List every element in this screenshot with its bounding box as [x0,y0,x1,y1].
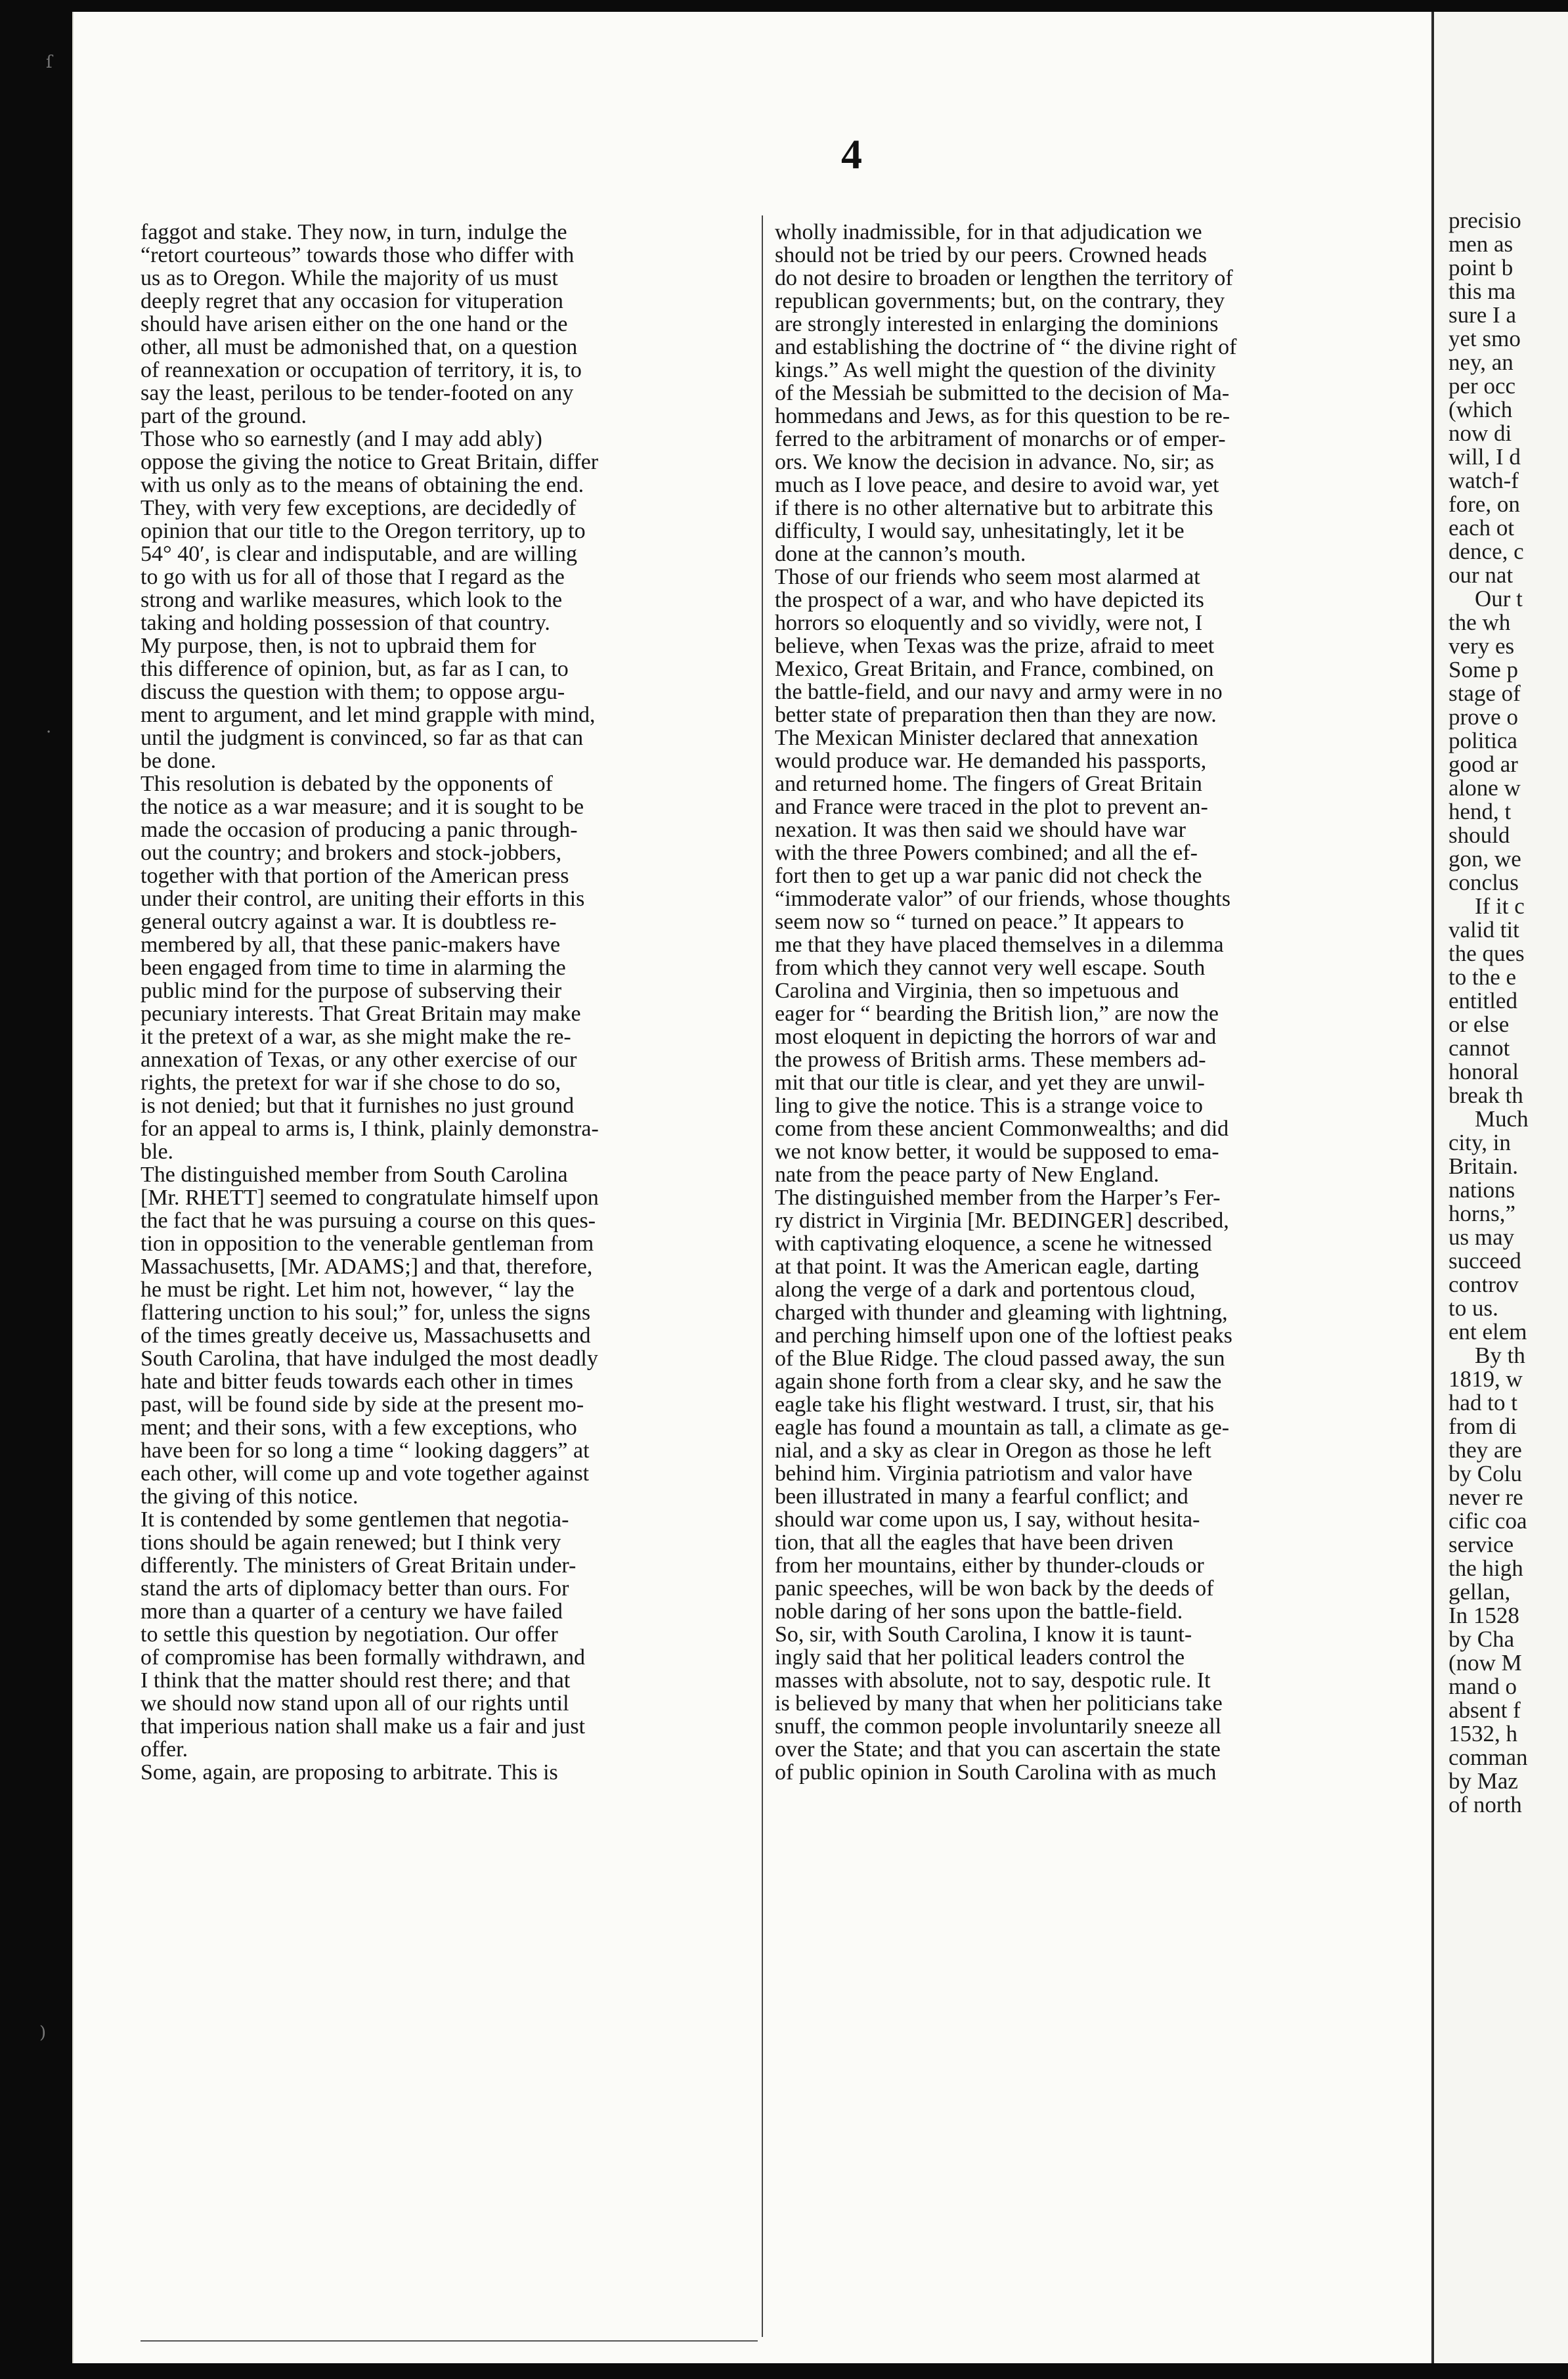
left-column-line: the giving of this notice. [141,1484,359,1509]
left-column-line: They, with very few exceptions, are decidedly of [141,496,577,520]
adjacent-page-line: comman [1448,1745,1528,1770]
adjacent-page-line: By th [1475,1343,1525,1368]
adjacent-page-line: (now M [1448,1650,1522,1676]
left-column-line: rights, the pretext for war if she chose to do so, [141,1071,561,1095]
adjacent-page-line: precisio [1448,208,1521,233]
left-column-line: general outcry against a war. It is doubtless re- [141,910,557,934]
right-column-line: nexation. It was then said we should have war [775,818,1186,842]
right-column-line: republican governments; but, on the contrary, they [775,289,1225,313]
right-column-line: The distinguished member from the Harper’s Fer- [775,1186,1221,1210]
left-column-line: more than a quarter of a century we have failed [141,1599,563,1624]
adjacent-page-line: ney, an [1448,349,1514,375]
left-column-line: the fact that he was pursuing a course on this ques- [141,1209,596,1233]
left-column-line: to go with us for all of those that I regard as the [141,565,565,589]
adjacent-page-line: gellan, [1448,1579,1511,1605]
adjacent-page-line: Our t [1475,586,1523,611]
right-column-line: from which they cannot very well escape. South [775,956,1206,980]
left-column-line: out the country; and brokers and stock-jobbers, [141,841,562,865]
adjacent-page-line: honoral [1448,1059,1519,1084]
left-column-line: of reannexation or occupation of territory, it is, to [141,358,582,382]
adjacent-page-line: service [1448,1532,1514,1557]
left-column-line: is not denied; but that it furnishes no just ground [141,1094,575,1118]
left-column-line: South Carolina, that have indulged the most deadly [141,1346,598,1371]
left-column-line: us as to Oregon. While the majority of us must [141,266,558,290]
right-column-line: and returned home. The fingers of Great Britain [775,772,1202,796]
right-column-line: behind him. Virginia patriotism and valor have [775,1461,1192,1486]
column-divider [762,215,763,2337]
left-column-line: Some, again, are proposing to arbitrate. This is [141,1760,558,1785]
adjacent-page-line: succeed [1448,1248,1521,1274]
adjacent-page-line: each ot [1448,515,1515,541]
left-column-line: The distinguished member from South Carolina [141,1163,568,1187]
left-column-line: differently. The ministers of Great Britain under- [141,1553,577,1578]
left-column-line: be done. [141,749,217,773]
left-column-line: annexation of Texas, or any other exercise of our [141,1048,577,1072]
right-column-line: noble daring of her sons upon the battle-field. [775,1599,1183,1624]
adjacent-page-line: alone w [1448,775,1521,801]
adjacent-page-line: Much [1475,1106,1529,1132]
adjacent-page-line: sure I a [1448,302,1517,328]
right-column-line: better state of preparation then than they are now. [775,703,1217,727]
left-column-line: “retort courteous” towards those who differ with [141,243,575,267]
left-column-line: we should now stand upon all of our rights until [141,1691,569,1716]
left-column-line: this difference of opinion, but, as far as I can, to [141,657,569,681]
adjacent-page-line: absent f [1448,1697,1521,1723]
right-column [775,221,1392,1784]
adjacent-page-line: stage of [1448,680,1521,706]
left-column-line: 54° 40′, is clear and indisputable, and are willing [141,542,577,566]
right-column-line: eagle has found a mountain as tall, a climate as ge- [775,1415,1230,1440]
adjacent-page-line: or else [1448,1012,1510,1037]
left-column-line: together with that portion of the American press [141,864,569,888]
adjacent-page-line: they are [1448,1437,1522,1463]
right-column-line: kings.” As well might the question of the divinity [775,358,1216,382]
left-column-line: flattering unction to his soul;” for, unless the signs [141,1301,591,1325]
right-column-line: of the Messiah be submitted to the decision of Ma- [775,381,1230,405]
right-column-line: So, sir, with South Carolina, I know it is taunt- [775,1622,1192,1647]
right-column-line: the prospect of a war, and who have depicted its [775,588,1204,612]
adjacent-page-line: now di [1448,420,1512,446]
right-column-line: nate from the peace party of New England. [775,1163,1160,1187]
right-column-line: we not know better, it would be supposed to ema- [775,1140,1219,1164]
adjacent-page-line: nations [1448,1177,1515,1203]
left-column-line: should have arisen either on the one hand or the [141,312,568,336]
right-column-line: at that point. It was the American eagle, darting [775,1255,1199,1279]
adjacent-page-fragment [1431,12,1568,2363]
right-column-line: should war come upon us, I say, without hesita- [775,1507,1200,1532]
right-column-line: masses with absolute, not to say, despotic rule. It [775,1668,1211,1693]
right-column-line: The Mexican Minister declared that annexation [775,726,1198,750]
right-column-line: Carolina and Virginia, then so impetuous and [775,979,1179,1003]
adjacent-page-line: prove o [1448,704,1518,730]
right-column-line: come from these ancient Commonwealths; and did [775,1117,1229,1141]
right-column-line: most eloquent in depicting the horrors of war and [775,1025,1217,1049]
right-column-line: ferred to the arbitrament of monarchs or of emper- [775,427,1226,451]
left-column-line: [Mr. RHETT] seemed to congratulate himself upon [141,1186,599,1210]
left-column-line: oppose the giving the notice to Great Britain, differ [141,450,599,474]
left-column-line: taking and holding possession of that country. [141,611,550,635]
right-column-line: and establishing the doctrine of “ the divine right of [775,335,1237,359]
left-column-line: discuss the question with them; to oppose argu- [141,680,565,704]
adjacent-page-line: yet smo [1448,326,1521,351]
left-column-line: say the least, perilous to be tender-footed on any [141,381,574,405]
left-column-line: until the judgment is convinced, so far as that can [141,726,584,750]
left-column-line: public mind for the purpose of subserving their [141,979,562,1003]
adjacent-page-line: (which [1448,397,1513,422]
right-column-line: much as I love peace, and desire to avoid war, yet [775,473,1219,497]
left-column-line: Massachusetts, [Mr. ADAMS;] and that, therefore, [141,1255,593,1279]
right-column-line: if there is no other alternative but to arbitrate this [775,496,1213,520]
adjacent-page-line: mand o [1448,1674,1517,1699]
adjacent-page-line: us may [1448,1224,1515,1250]
left-column-line: for an appeal to arms is, I think, plainly demonstra- [141,1117,599,1141]
right-column-line: tion, that all the eagles that have been driven [775,1530,1174,1555]
right-column-line: ors. We know the decision in advance. No, sir; as [775,450,1214,474]
right-column-line: hommedans and Jews, as for this question to be re- [775,404,1230,428]
right-column-line: the battle-field, and our navy and army were in no [775,680,1223,704]
adjacent-page-line: had to t [1448,1390,1517,1415]
right-column-line: ling to give the notice. This is a strange voice to [775,1094,1203,1118]
adjacent-page-line: politica [1448,728,1517,753]
right-column-line: fort then to get up a war panic did not check the [775,864,1202,888]
adjacent-page-line: should [1448,822,1510,848]
adjacent-page-line: by Colu [1448,1461,1522,1486]
left-column-line: strong and warlike measures, which look to the [141,588,563,612]
adjacent-page-line: cific coa [1448,1508,1527,1534]
left-column-line: ment to argument, and let mind grapple with mind, [141,703,596,727]
adjacent-page-line: men as [1448,231,1514,257]
right-column-line: and perching himself upon one of the loftiest peaks [775,1323,1232,1348]
right-column-line: difficulty, I would say, unhesitatingly, let it be [775,519,1185,543]
adjacent-page-line: controv [1448,1272,1519,1297]
left-column-line: that imperious nation shall make us a fair and just [141,1714,586,1739]
left-column-line: of compromise has been formally withdrawn, and [141,1645,585,1670]
left-column-line: offer. [141,1737,188,1762]
adjacent-page-line: dence, c [1448,539,1524,564]
adjacent-page-line: from di [1448,1413,1517,1439]
right-column-line: from her mountains, either by thunder-clouds or [775,1553,1204,1578]
adjacent-page-line: this ma [1448,278,1516,304]
adjacent-page-line: hend, t [1448,799,1512,824]
adjacent-page-line: of north [1448,1792,1522,1817]
right-column-line: snuff, the common people involuntarily sneeze all [775,1714,1222,1739]
left-column-line: have been for so long a time “ looking daggers” at [141,1438,590,1463]
adjacent-page-line: never re [1448,1484,1523,1510]
right-column-line: ry district in Virginia [Mr. BEDINGER] described, [775,1209,1229,1233]
right-column-line: do not desire to broaden or lengthen the territory of [775,266,1233,290]
adjacent-page-line: cannot [1448,1035,1510,1061]
left-column-line: to settle this question by negotiation. Our offer [141,1622,558,1647]
left-column [141,221,758,1784]
left-column-line: faggot and stake. They now, in turn, indulge the [141,220,567,244]
right-column-line: Those of our friends who seem most alarmed at [775,565,1200,589]
left-column-line: opinion that our title to the Oregon territory, up to [141,519,586,543]
left-column-line: Those who so earnestly (and I may add ably) [141,427,542,451]
right-column-line: ingly said that her political leaders control the [775,1645,1185,1670]
adjacent-page-line: In 1528 [1448,1603,1519,1628]
adjacent-page-line: gon, we [1448,846,1521,872]
left-column-line: it the pretext of a war, as she might make the re- [141,1025,571,1049]
right-column-line: believe, when Texas was the prize, afraid to meet [775,634,1215,658]
adjacent-page-line: the ques [1448,941,1525,966]
adjacent-page-line: Some p [1448,657,1518,682]
right-column-line: “immoderate valor” of our friends, whose thoughts [775,887,1230,911]
adjacent-page-line: valid tit [1448,917,1519,943]
adjacent-page-line: the wh [1448,610,1511,635]
left-column-line: of the times greatly deceive us, Massachusetts and [141,1323,591,1348]
left-column-line: I think that the matter should rest there; and that [141,1668,571,1693]
adjacent-page-line: break th [1448,1082,1523,1108]
right-column-line: been illustrated in many a fearful conflict; and [775,1484,1188,1509]
page-sheet [72,12,1433,2363]
adjacent-page-line: point b [1448,255,1514,280]
left-column-line: My purpose, then, is not to upbraid them for [141,634,536,658]
adjacent-page-line: Britain. [1448,1153,1518,1179]
left-column-line: hate and bitter feuds towards each other in times [141,1369,573,1394]
right-column-line: should not be tried by our peers. Crowned heads [775,243,1208,267]
adjacent-page-line: very es [1448,633,1515,659]
adjacent-page-line: horns,” [1448,1201,1516,1226]
right-column-line: nial, and a sky as clear in Oregon as those he left [775,1438,1211,1463]
right-column-line: over the State; and that you can ascertain the state [775,1737,1221,1762]
page-number: 4 [841,131,862,177]
right-column-line: again shone forth from a clear sky, and he saw the [775,1369,1222,1394]
right-column-line: done at the cannon’s mouth. [775,542,1026,566]
adjacent-page-line: 1532, h [1448,1721,1517,1746]
adjacent-page-line: to the e [1448,964,1517,990]
adjacent-page-line: watch-f [1448,468,1519,493]
left-column-line: he must be right. Let him not, however, “ lay the [141,1278,575,1302]
left-column-line: stand the arts of diplomacy better than ours. For [141,1576,569,1601]
right-column-line: along the verge of a dark and portentous cloud, [775,1278,1196,1302]
right-column-line: me that they have placed themselves in a dilemma [775,933,1224,957]
adjacent-page-line: 1819, w [1448,1366,1523,1392]
left-column-line: the notice as a war measure; and it is sought to be [141,795,584,819]
adjacent-page-line: to us. [1448,1295,1498,1321]
left-column-line: It is contended by some gentlemen that negotia- [141,1507,569,1532]
left-column-line: other, all must be admonished that, on a question [141,335,578,359]
left-column-line: This resolution is debated by the opponents of [141,772,553,796]
left-column-line: part of the ground. [141,404,307,428]
left-column-line: made the occasion of producing a panic through- [141,818,578,842]
right-column-line: and France were traced in the plot to prevent an- [775,795,1208,819]
left-column-line: membered by all, that these panic-makers have [141,933,561,957]
adjacent-page-line: the high [1448,1555,1523,1581]
left-column-line: ble. [141,1140,174,1164]
adjacent-page-line: good ar [1448,751,1518,777]
left-column-line: been engaged from time to time in alarming the [141,956,566,980]
left-column-line: tion in opposition to the venerable gentleman from [141,1232,594,1256]
left-column-line: each other, will come up and vote together against [141,1461,590,1486]
right-column-line: eager for “ bearding the British lion,” are now the [775,1002,1219,1026]
adjacent-page-line: per occ [1448,373,1516,399]
adjacent-page-line: by Maz [1448,1768,1518,1794]
adjacent-page-line: entitled [1448,988,1517,1013]
adjacent-page-line: ent elem [1448,1319,1527,1345]
adjacent-page-line: city, in [1448,1130,1511,1155]
left-column-line: under their control, are uniting their efforts in this [141,887,585,911]
adjacent-page-line: fore, on [1448,491,1520,517]
left-column-line: past, will be found side by side at the present mo- [141,1392,584,1417]
right-column-line: eagle take his flight westward. I trust, sir, that his [775,1392,1215,1417]
right-column-line: charged with thunder and gleaming with lightning, [775,1301,1228,1325]
right-column-line: of public opinion in South Carolina with as much [775,1760,1217,1785]
right-column-line: of the Blue Ridge. The cloud passed away, the sun [775,1346,1225,1371]
right-column-line: panic speeches, will be won back by the deeds of [775,1576,1214,1601]
adjacent-page-line: by Cha [1448,1626,1515,1652]
left-column-line: with us only as to the means of obtaining the end. [141,473,584,497]
left-column-line: deeply regret that any occasion for vituperation [141,289,563,313]
right-column-line: the prowess of British arms. These members ad- [775,1048,1206,1072]
left-column-line: ment; and their sons, with a few exceptions, who [141,1415,577,1440]
adjacent-page-line: If it c [1475,893,1525,919]
right-column-line: wholly inadmissible, for in that adjudication we [775,220,1202,244]
right-column-line: with captivating eloquence, a scene he witnessed [775,1232,1212,1256]
right-column-line: are strongly interested in enlarging the dominions [775,312,1219,336]
adjacent-page-line: conclus [1448,870,1519,895]
adjacent-page-line: will, I d [1448,444,1521,470]
adjacent-page-line: our nat [1448,562,1514,588]
right-column-line: is believed by many that when her politicians take [775,1691,1223,1716]
left-column-line: tions should be again renewed; but I think very [141,1530,561,1555]
left-column-line: pecuniary interests. That Great Britain may make [141,1002,581,1026]
bottom-rule [141,2340,758,2342]
right-column-line: horrors so eloquently and so vividly, were not, I [775,611,1203,635]
right-column-line: Mexico, Great Britain, and France, combined, on [775,657,1214,681]
right-column-line: would produce war. He demanded his passports, [775,749,1207,773]
right-column-line: with the three Powers combined; and all the ef- [775,841,1198,865]
right-column-line: seem now so “ turned on peace.” It appears to [775,910,1185,934]
right-column-line: mit that our title is clear, and yet they are unwil- [775,1071,1205,1095]
